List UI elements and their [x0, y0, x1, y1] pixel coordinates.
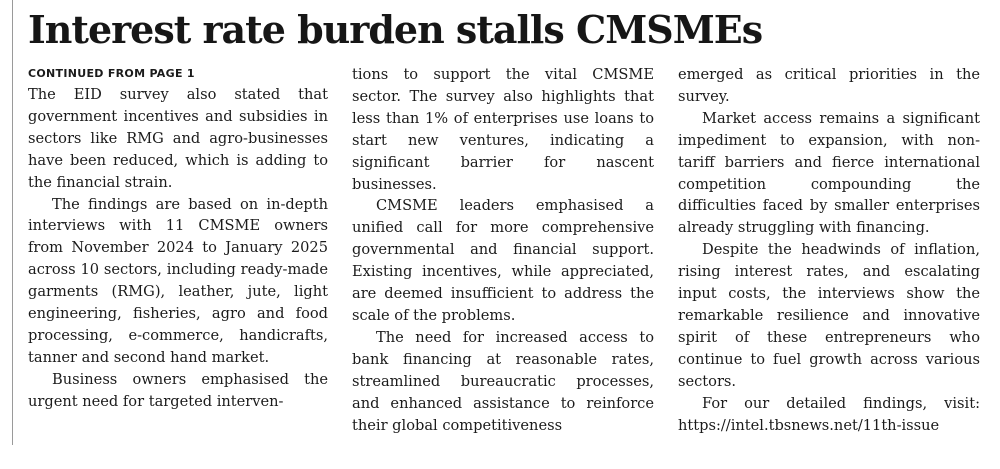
paragraph: emerged as critical priorities in the survey. [678, 66, 980, 105]
paragraph: The EID survey also stated that government incentives and subsidies in sectors like RMG and agro-businesses have been reduced, which is adding to the financial strain. [28, 86, 328, 191]
paragraph: Market access remains a significant impediment to expansion, with non-tariff barriers and fierce international competition compounding the difficulties faced by smaller enterprises already struggling with financing. [678, 109, 980, 237]
paragraph: Business owners emphasised the urgent need for targeted interven- [28, 370, 328, 410]
article-column-3 [678, 64, 980, 436]
paragraph: The findings are based on in-depth interviews with 11 CMSME owners from November 2024 to January 2025 across 10 sectors, including ready-made garments (RMG), leather, jute, light engineering, fisheries, agro and food processing, e-commerce, handicrafts, tanner and second hand market. [28, 195, 328, 366]
paragraph: Despite the headwinds of inflation, rising interest rates, and escalating input costs, the interviews show the remarkable resilience and innovative spirit of these entrepreneurs who continue to fuel growth across various sectors. [678, 241, 980, 390]
paragraph: For our detailed findings, visit: https://intel.tbsnews.net/11th-issue [678, 394, 980, 434]
article-column-2 [352, 64, 654, 436]
continued-from-kicker: CONTINUED FROM PAGE 1 [28, 67, 195, 80]
paragraph: The need for increased access to bank financing at reasonable rates, streamlined bureaucratic processes, and enhanced assistance to reinforce their global competitiveness [352, 328, 654, 434]
article-column-1 [28, 64, 328, 413]
paragraph: tions to support the vital CMSME sector. The survey also highlights that less than 1% of enterprises use loans to start new ventures, indicating a significant barrier for nascent businesses. [352, 66, 654, 193]
headline: Interest rate burden stalls CMSMEs [28, 7, 763, 52]
left-column-rule [12, 0, 13, 445]
paragraph: CMSME leaders emphasised a unified call for more comprehensive governmental and financial support. Existing incentives, while appreciated, are deemed insufficient to address the scale of the problems. [352, 197, 654, 324]
